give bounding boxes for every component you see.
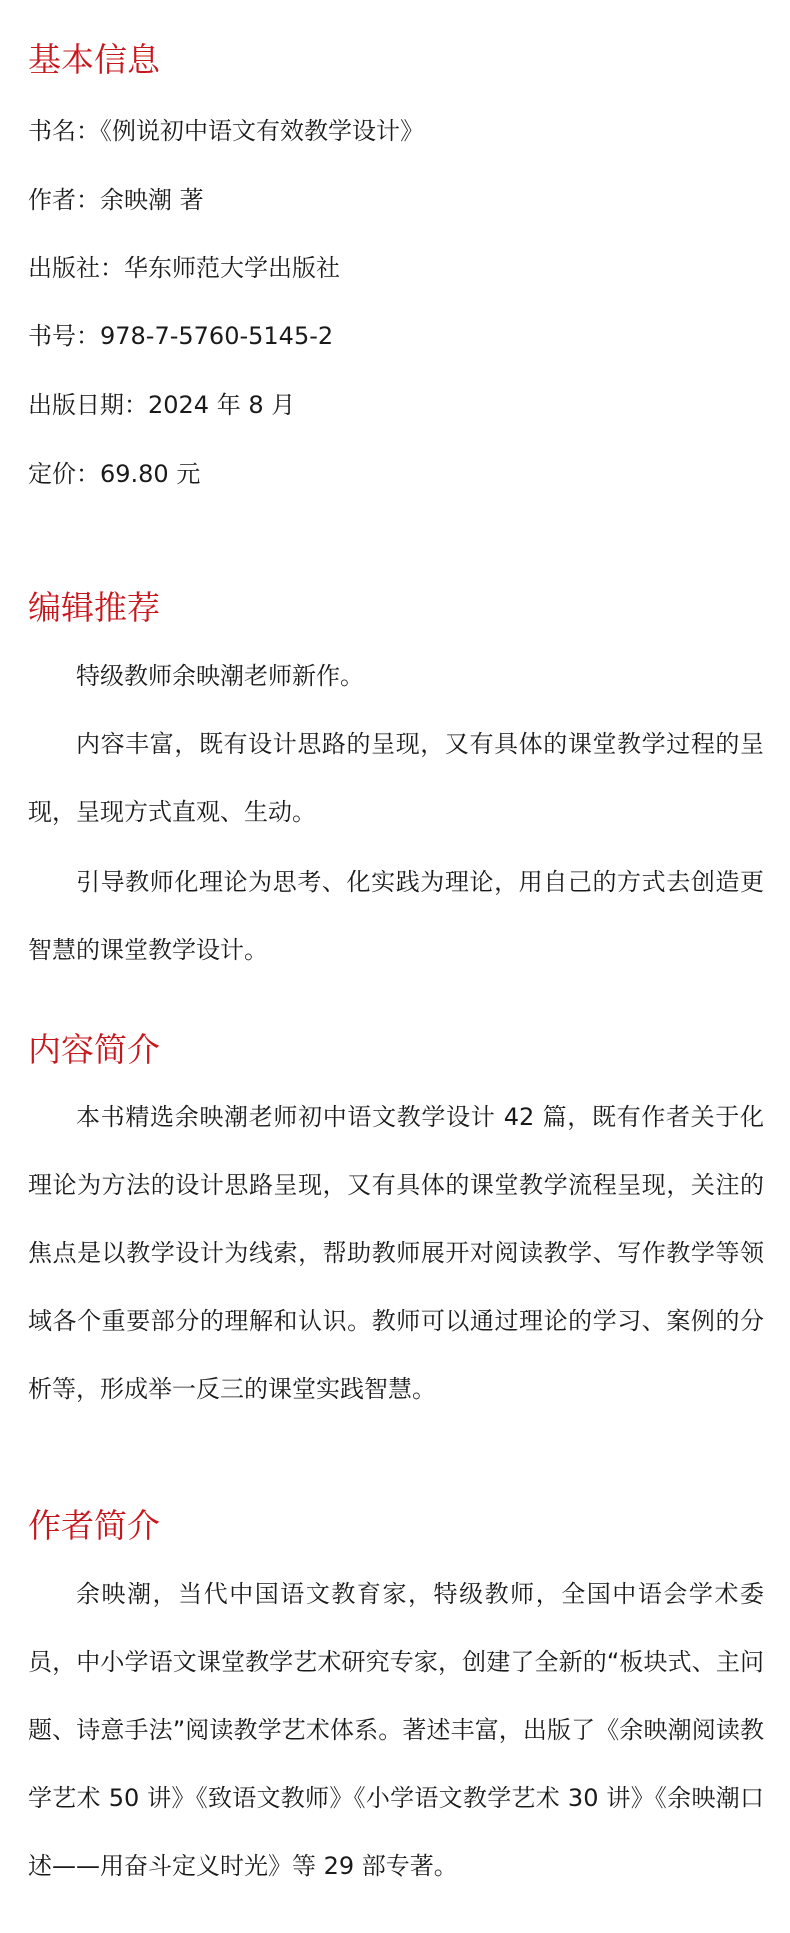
isbn-line: 书号：978-7-5760-5145-2 xyxy=(28,322,334,350)
publish-date-line: 出版日期：2024 年 8 月 xyxy=(28,391,296,419)
author-line: 作者：余映潮 著 xyxy=(28,186,204,214)
editor-recommendation-heading: 编辑推荐 xyxy=(28,588,160,627)
recommendation-paragraph-3: 引导教师化理论为思考、化实践为理论，用自己的方式去创造更智慧的课堂教学设计。 xyxy=(28,868,764,964)
recommendation-paragraph-2: 内容丰富，既有设计思路的呈现，又有具体的课堂教学过程的呈现，呈现方式直观、生动。 xyxy=(28,730,764,826)
basic-info-heading: 基本信息 xyxy=(28,40,160,79)
content-intro-heading: 内容简介 xyxy=(28,1030,160,1069)
book-title-line: 书名：《例说初中语文有效教学设计》 xyxy=(28,117,424,145)
author-intro-paragraph: 余映潮，当代中国语文教育家，特级教师，全国中语会学术委员，中小学语文课堂教学艺术研究专家，创建了全新的“板块式、主问题、诗意手法”阅读教学艺术体系。著述丰富，出版了《余映潮阅读教学艺术 50 讲》《致语文教师》《小学语文教学艺术 30 讲》《余映潮口述——用奋斗定义时光》等 29 部专著。 xyxy=(28,1580,764,1880)
publisher-line: 出版社：华东师范大学出版社 xyxy=(28,254,340,282)
price-line: 定价：69.80 元 xyxy=(28,460,201,488)
author-intro-heading: 作者简介 xyxy=(28,1506,160,1545)
recommendation-paragraph-1: 特级教师余映潮老师新作。 xyxy=(76,662,364,690)
content-intro-paragraph: 本书精选余映潮老师初中语文教学设计 42 篇，既有作者关于化理论为方法的设计思路呈现，又有具体的课堂教学流程呈现，关注的焦点是以教学设计为线索，帮助教师展开对阅读教学、写作教学等领域各个重要部分的理解和认识。教师可以通过理论的学习、案例的分析等，形成举一反三的课堂实践智慧。 xyxy=(28,1103,764,1403)
